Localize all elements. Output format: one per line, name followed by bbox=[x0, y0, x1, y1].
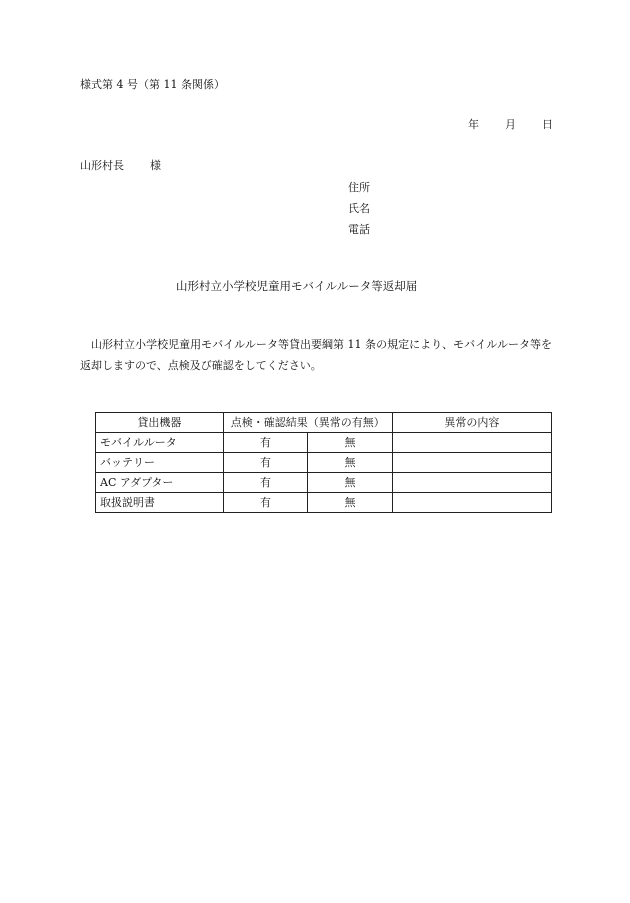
name-label: 氏名 bbox=[348, 202, 370, 215]
absent-mark: 無 bbox=[308, 493, 392, 513]
applicant-block bbox=[348, 177, 370, 240]
recipient-name: 山形村長 bbox=[80, 159, 124, 172]
phone-label: 電話 bbox=[348, 223, 370, 236]
table-row bbox=[96, 433, 552, 453]
form-number: 様式第 4 号（第 11 条関係） bbox=[80, 78, 225, 91]
detail-cell bbox=[392, 493, 551, 513]
recipient-honorific: 様 bbox=[150, 159, 161, 172]
device-name: AC アダプター bbox=[96, 473, 224, 493]
document-title: 山形村立小学校児童用モバイルルータ等返却届 bbox=[176, 279, 418, 293]
address-label: 住所 bbox=[348, 181, 370, 194]
absent-mark: 無 bbox=[308, 433, 392, 453]
absent-mark: 無 bbox=[308, 453, 392, 473]
present-mark: 有 bbox=[223, 493, 307, 513]
table-row bbox=[96, 473, 552, 493]
date-month-label: 月 bbox=[505, 118, 516, 131]
header-check-result: 点検・確認結果（異常の有無） bbox=[223, 413, 392, 433]
header-device: 貸出機器 bbox=[96, 413, 224, 433]
header-detail: 異常の内容 bbox=[392, 413, 551, 433]
date-day-label: 日 bbox=[542, 118, 553, 131]
date-line bbox=[468, 116, 553, 132]
device-name: モバイルルータ bbox=[96, 433, 224, 453]
body-paragraph: 山形村立小学校児童用モバイルルータ等貸出要綱第 11 条の規定により、モバイルルータ等を返却しますので、点検及び確認をしてください。 bbox=[80, 338, 552, 372]
present-mark: 有 bbox=[223, 433, 307, 453]
device-name: 取扱説明書 bbox=[96, 493, 224, 513]
detail-cell bbox=[392, 473, 551, 493]
absent-mark: 無 bbox=[308, 473, 392, 493]
inspection-table bbox=[95, 412, 552, 513]
present-mark: 有 bbox=[223, 453, 307, 473]
detail-cell bbox=[392, 433, 551, 453]
table-header-row bbox=[96, 413, 552, 433]
table-row bbox=[96, 453, 552, 473]
detail-cell bbox=[392, 453, 551, 473]
date-year-label: 年 bbox=[468, 118, 479, 131]
device-name: バッテリー bbox=[96, 453, 224, 473]
table-row bbox=[96, 493, 552, 513]
recipient bbox=[80, 157, 161, 173]
present-mark: 有 bbox=[223, 473, 307, 493]
